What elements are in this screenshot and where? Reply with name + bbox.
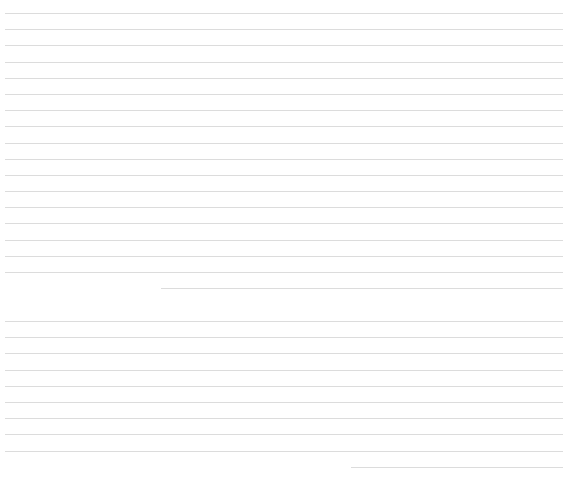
text-line <box>5 20 563 36</box>
text-line <box>5 53 563 69</box>
text-line <box>5 425 563 441</box>
text-line <box>5 279 563 295</box>
text-line <box>5 4 563 20</box>
text-line <box>5 247 563 263</box>
text-line <box>5 344 563 360</box>
text-line <box>5 101 563 117</box>
text-line <box>5 182 563 198</box>
text-line <box>5 214 563 230</box>
text-line <box>5 117 563 133</box>
text-line <box>5 361 563 377</box>
text-line <box>5 198 563 214</box>
text-line <box>5 166 563 182</box>
text-line <box>5 150 563 166</box>
text-line <box>5 377 563 393</box>
text-line <box>5 36 563 52</box>
text-line <box>5 393 563 409</box>
text-line <box>5 442 563 458</box>
text-line <box>5 85 563 101</box>
text-line <box>5 328 563 344</box>
text-line <box>5 263 563 279</box>
text-line <box>5 134 563 150</box>
text-line <box>5 312 563 328</box>
text-line <box>5 231 563 247</box>
text-line <box>5 69 563 85</box>
text-line <box>5 458 563 474</box>
text-line <box>5 409 563 425</box>
text-block-1 <box>5 4 563 304</box>
text-block-2 <box>5 312 563 476</box>
